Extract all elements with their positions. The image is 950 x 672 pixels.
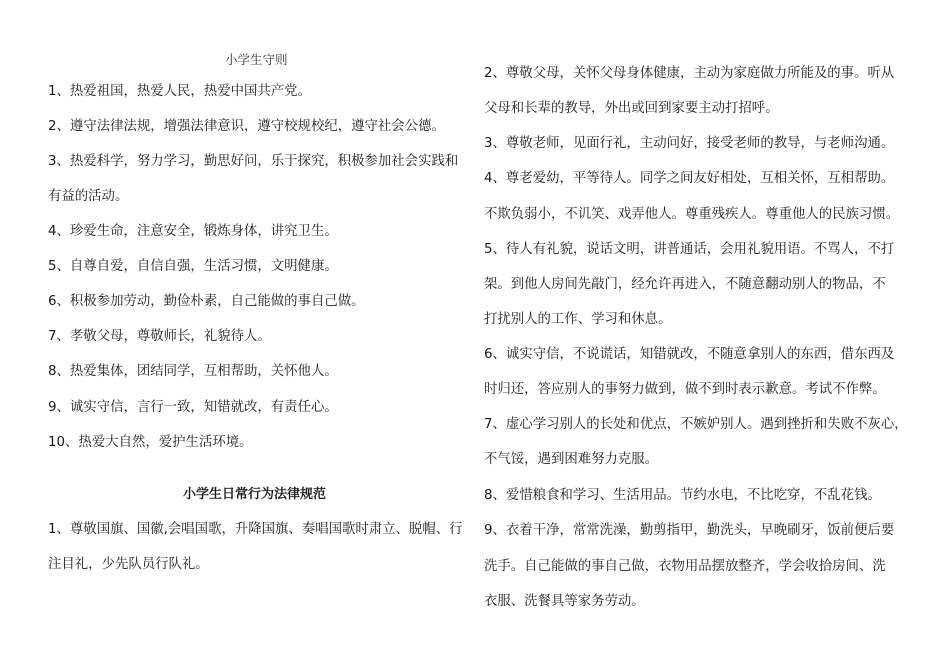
right-line-11: 7、虚心学习别人的长处和优点，不嫉妒别人。遇到挫折和失败不灰心， (484, 417, 908, 432)
right-line-12: 不气馁，遇到困难努力克服。 (484, 452, 659, 467)
rule-line-3-cont: 有益的活动。 (48, 189, 129, 204)
right-line-15: 洗手。自己能做的事自己做，衣物用品摆放整齐，学会收拾房间、洗 (484, 559, 886, 574)
section-line-1: 1、尊敬国旗、国徽,会唱国歌，升降国旗、奏唱国歌时肃立、脱帽、行 (48, 522, 463, 537)
rule-line-6: 6、积极参加劳动，勤俭朴素，自己能做的事自己做。 (48, 294, 365, 309)
rule-line-5: 5、自尊自爱，自信自强，生活习惯，文明健康。 (48, 259, 338, 274)
section-title: 小学生日常行为法律规范 (183, 487, 327, 502)
rule-line-8: 8、热爱集体，团结同学，互相帮助，关怀他人。 (48, 364, 338, 379)
rule-line-3: 3、热爱科学，努力学习，勤思好问，乐于探究，积极参加社会实践和 (48, 154, 459, 169)
rule-line-2: 2、遵守法律法规，增强法律意识，遵守校规校纪，遵守社会公德。 (48, 119, 445, 134)
rule-line-7: 7、孝敬父母，尊敬师长，礼貌待人。 (48, 329, 271, 344)
right-line-8: 打扰别人的工作、学习和休息。 (484, 312, 672, 327)
right-line-16: 衣服、洗餐具等家务劳动。 (484, 594, 645, 609)
right-line-2: 父母和长辈的教导，外出或回到家要主动打招呼。 (484, 101, 779, 116)
rule-line-9: 9、诚实守信，言行一致，知错就改，有责任心。 (48, 400, 338, 415)
right-line-5: 不欺负弱小，不讥笑、戏弄他人。尊重残疾人。尊重他人的民族习惯。 (484, 207, 900, 222)
right-line-1: 2、尊敬父母，关怀父母身体健康，主动为家庭做力所能及的事。听从 (484, 66, 895, 81)
document-title: 小学生守则 (225, 52, 288, 67)
right-line-10: 时归还，答应别人的事努力做到，做不到时表示歉意。考试不作弊。 (484, 382, 886, 397)
right-line-14: 9、衣着干净，常常洗澡，勤剪指甲，勤洗头，早晚刷牙，饭前便后要 (484, 523, 895, 538)
section-line-1-cont: 注目礼，少先队员行队礼。 (48, 557, 209, 572)
rule-line-1: 1、热爱祖国，热爱人民，热爱中国共产党。 (48, 84, 311, 99)
right-line-7: 架。到他人房间先敲门，经允许再进入，不随意翻动别人的物品，不 (484, 277, 886, 292)
right-line-4: 4、尊老爱幼，平等待人。同学之间友好相处，互相关怀，互相帮助。 (484, 171, 895, 186)
right-line-6: 5、待人有礼貌，说话文明，讲普通话，会用礼貌用语。不骂人，不打 (484, 242, 895, 257)
rule-line-10: 10、热爱大自然，爱护生活环境。 (48, 435, 253, 450)
right-line-9: 6、诚实守信，不说谎话，知错就改，不随意拿别人的东西，借东西及 (484, 347, 895, 362)
right-line-3: 3、尊敬老师，见面行礼，主动问好，接受老师的教导，与老师沟通。 (484, 136, 895, 151)
right-line-13: 8、爱惜粮食和学习、生活用品。节约水电，不比吃穿，不乱花钱。 (484, 488, 881, 503)
rule-line-4: 4、珍爱生命，注意安全，锻炼身体，讲究卫生。 (48, 224, 338, 239)
